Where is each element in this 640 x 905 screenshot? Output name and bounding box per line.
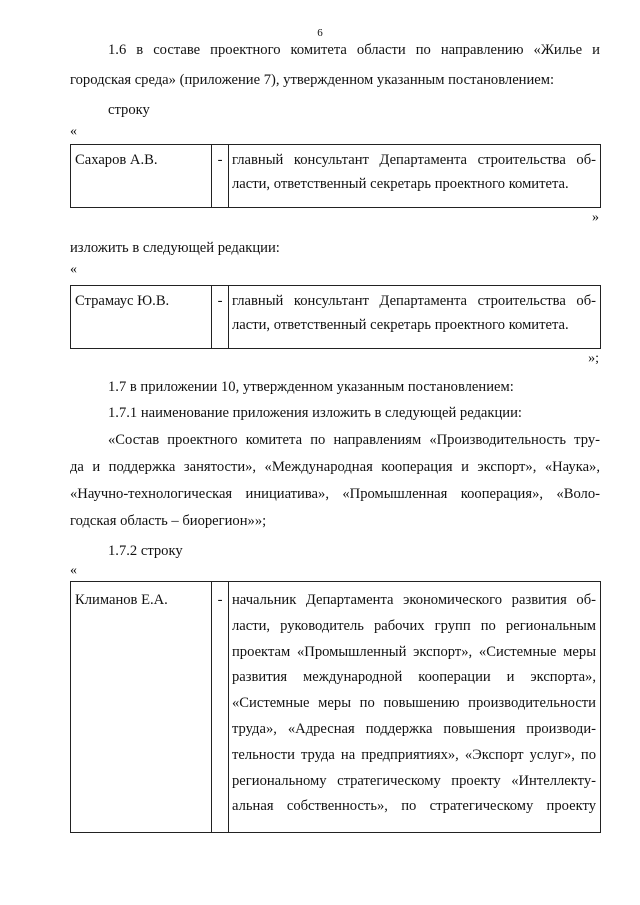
dash-separator: - [212,582,229,832]
page-number: 6 [317,27,323,39]
member-description [228,286,600,348]
member-description [228,582,600,832]
description-line: главный консультант Департамента строительства об- [232,293,596,309]
paragraph-1-7: 1.7 в приложении 10, утвержденном указанным постановлением: [108,379,514,395]
dash-separator: - [212,286,229,348]
quote-close-1: » [592,210,599,225]
description-line: альная собственность», по стратегическому проекту [232,798,596,815]
quote-open-3: « [70,563,77,578]
dash-separator: - [212,145,229,207]
paragraph-1-6-line-2: городская среда» (приложение 7), утвержденном указанным постановлением: [70,72,555,88]
paragraph-1-6-line-1: 1.6 в составе проектного комитета области по направлению «Жилье и [108,42,600,58]
committee-title-line-1: «Состав проектного комитета по направлениям «Производительность тру- [108,432,600,448]
table-row-sakharov [70,144,601,208]
description-line: региональному стратегическому проекту «Интеллекту- [232,772,596,789]
description-line: ласти, руководитель рабочих групп по региональным [232,617,596,634]
table-row-klimanov [70,581,601,833]
paragraph-1-7-2: 1.7.2 строку [108,543,183,559]
paragraph-stroku-1: строку [108,102,150,118]
committee-title-line-4: годская область – биорегион»»; [70,513,267,529]
member-description [228,145,600,207]
description-line: тельности труда на предприятиях», «Экспорт услуг», по [232,746,596,763]
description-line: главный консультант Департамента строительства об- [232,152,596,168]
description-line: «Системные меры по повышению производительности [232,695,596,712]
committee-title-line-2: да и поддержка занятости», «Международная кооперация и экспорт», «Наука», [70,459,600,475]
quote-open-1: « [70,124,77,139]
member-name: Страмаус Ю.В. [71,286,212,348]
paragraph-1-7-1: 1.7.1 наименование приложения изложить в следующей редакции: [108,405,522,421]
description-line: ласти, ответственный секретарь проектного комитета. [232,176,569,192]
quote-open-2: « [70,262,77,277]
paragraph-izlozhit: изложить в следующей редакции: [70,240,280,256]
quote-close-semicolon: »; [588,351,599,366]
description-line: развития международной кооперации и экспорта», [232,669,596,686]
description-line: ласти, ответственный секретарь проектного комитета. [232,317,569,333]
description-line: начальник Департамента экономического развития об- [232,592,596,608]
member-name: Сахаров А.В. [71,145,212,207]
description-line: проектам «Промышленный экспорт», «Системные меры [232,643,596,660]
description-line: труда», «Адресная поддержка повышения производи- [232,720,596,737]
committee-title-line-3: «Научно-технологическая инициатива», «Промышленная кооперация», «Воло- [70,486,600,502]
table-row-stramaus [70,285,601,349]
member-name: Климанов Е.А. [71,582,212,832]
